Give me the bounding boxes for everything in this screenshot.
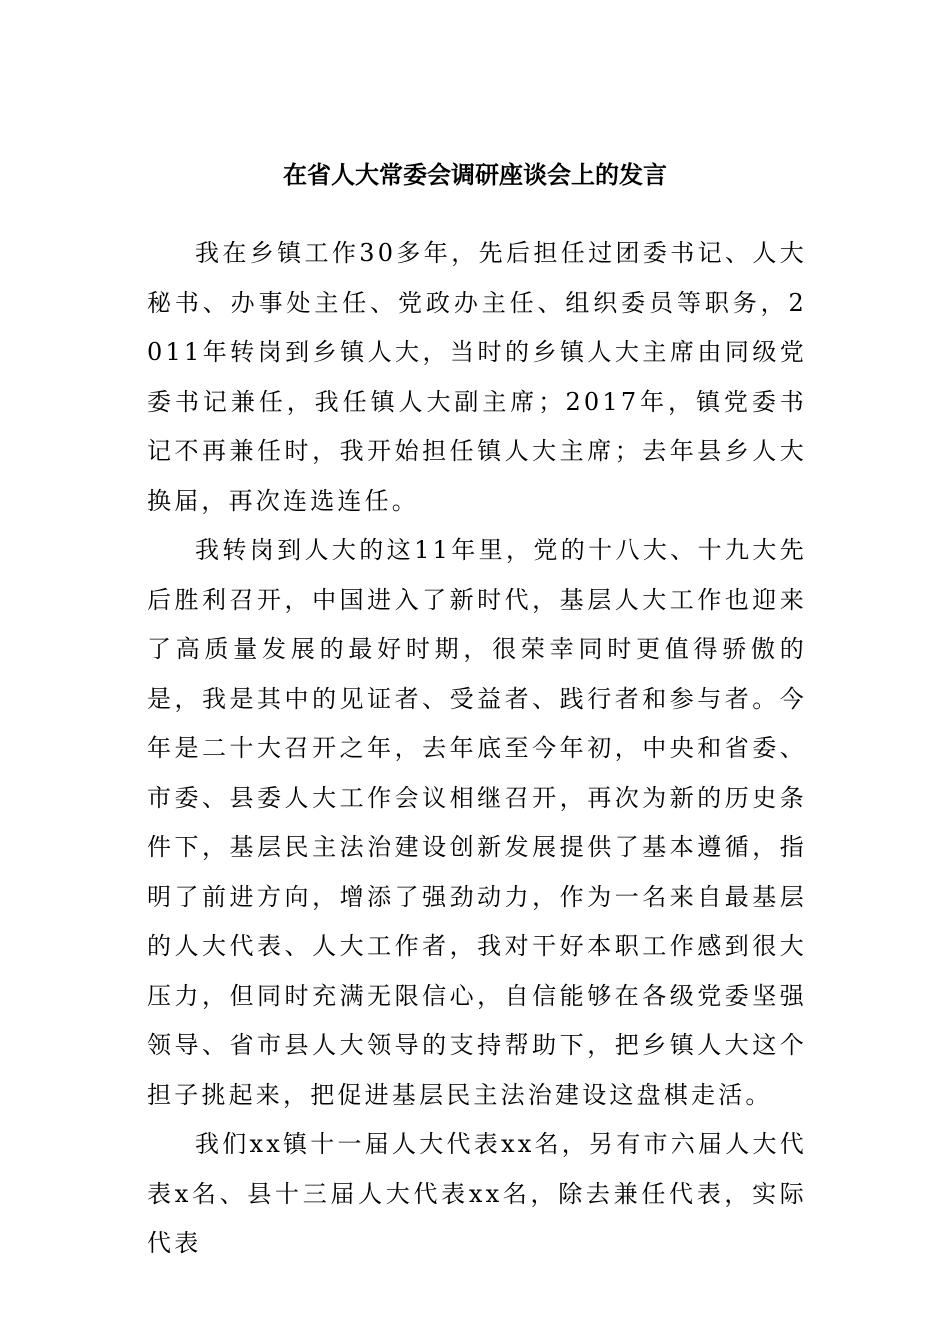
document-body	[147, 229, 807, 1269]
document-title: 在省人大常委会调研座谈会上的发言	[283, 160, 667, 189]
paragraph-2: 我转岗到人大的这11年里，党的十八大、十九大先后胜利召开，中国进入了新时代，基层人大工作也迎来了高质量发展的最好时期，很荣幸同时更值得骄傲的是，我是其中的见证者、受益者、践行者和参与者。今年是二十大召开之年，去年底至今年初，中央和省委、市委、县委人大工作会议相继召开，再次为新的历史条件下，基层民主法治建设创新发展提供了基本遵循，指明了前进方向，增添了强劲动力，作为一名来自最基层的人大代表、人大工作者，我对干好本职工作感到很大压力，但同时充满无限信心，自信能够在各级党委坚强领导、省市县人大领导的支持帮助下，把乡镇人大这个担子挑起来，把促进基层民主法治建设这盘棋走活。	[147, 536, 807, 1109]
paragraph-3: 我们xx镇十一届人大代表xx名，另有市六届人大代表x名、县十三届人大代表xx名，除去兼任代表，实际代表	[147, 1130, 807, 1257]
paragraph-1: 我在乡镇工作30多年，先后担任过团委书记、人大秘书、办事处主任、党政办主任、组织委员等职务，2011年转岗到乡镇人大，当时的乡镇人大主席由同级党委书记兼任，我任镇人大副主席；2017年，镇党委书记不再兼任时，我开始担任镇人大主席；去年县乡人大换届，再次连选连任。	[147, 239, 807, 515]
